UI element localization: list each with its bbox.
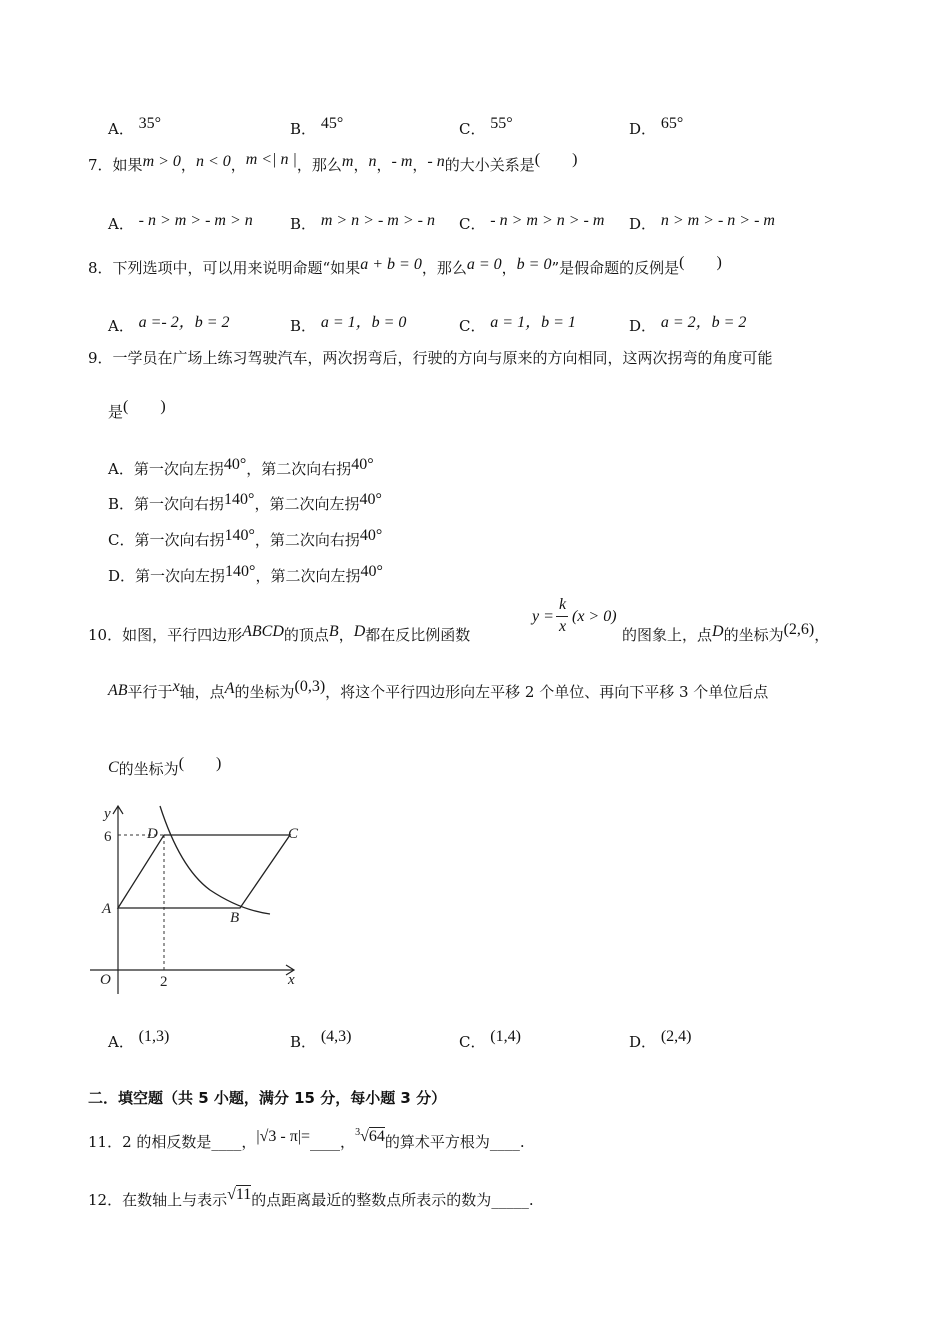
q8-option-c[interactable]: C． a = 1，b = 1 bbox=[459, 314, 576, 335]
q9-option-d[interactable]: D．第一次向左拐140°，第二次向左拐40° bbox=[108, 563, 383, 585]
cube-root: $^3$√64 bbox=[355, 1127, 385, 1145]
question-10-line1-end: 的图象上，点D的坐标为(2,6)， bbox=[622, 621, 830, 644]
y-axis-label: y bbox=[104, 806, 111, 822]
q10-option-b[interactable]: B． (4,3) bbox=[290, 1028, 352, 1051]
q10-option-c[interactable]: C． (1,4) bbox=[459, 1028, 521, 1051]
q7-option-c[interactable]: C． - n > m > n > - m bbox=[459, 212, 605, 233]
q6-option-d[interactable]: D． 65° bbox=[629, 115, 684, 138]
q10-option-a[interactable]: A． (1,3) bbox=[108, 1028, 170, 1051]
question-12: 12．在数轴上与表示√11的点距离最近的整数点所表示的数为_____. bbox=[88, 1186, 534, 1209]
q9-option-c[interactable]: C．第一次向右拐140°，第二次向右拐40° bbox=[108, 527, 383, 549]
q7-option-b[interactable]: B． m > n > - m > - n bbox=[290, 212, 435, 233]
y-tick-label: 6 bbox=[104, 829, 112, 845]
origin-label: O bbox=[100, 972, 111, 988]
q10-figure bbox=[80, 798, 310, 998]
q6-option-c[interactable]: C． 55° bbox=[459, 115, 513, 138]
q10-option-d[interactable]: D． (2,4) bbox=[629, 1028, 692, 1051]
radical-sign: √ bbox=[227, 1186, 236, 1203]
q8-option-a[interactable]: A． a =- 2，b = 2 bbox=[108, 314, 230, 335]
parallelogram-abcd bbox=[118, 835, 290, 908]
point-b-label: B bbox=[230, 910, 240, 926]
square-root: √11 bbox=[227, 1186, 252, 1203]
inverse-proportion-function: y = k x (x > 0) bbox=[532, 596, 617, 635]
q9-option-b[interactable]: B．第一次向右拐140°，第二次向左拐40° bbox=[108, 491, 382, 513]
answer-blank[interactable]: _____ bbox=[491, 1191, 529, 1209]
q9-option-a[interactable]: A．第一次向左拐40°，第二次向右拐40° bbox=[108, 456, 374, 478]
answer-paren: ( ) bbox=[123, 398, 166, 415]
question-7: 7．如果m > 0，n < 0，m <| n |，那么m，n，- m，- n的大小关系是( ) bbox=[88, 151, 578, 174]
question-10-line2: AB平行于x轴，点A的坐标为(0,3)，将这个平行四边形向左平移 2 个单位、再向下平移 3 个单位后点 bbox=[108, 678, 769, 701]
q6-option-a[interactable]: A． 35° bbox=[108, 115, 162, 138]
answer-blank[interactable]: ____ bbox=[211, 1133, 242, 1151]
q7-option-a[interactable]: A． - n > m > - m > n bbox=[108, 212, 253, 233]
point-c-label: C bbox=[288, 826, 299, 842]
q6-option-b[interactable]: B． 45° bbox=[290, 115, 344, 138]
section-heading: 二．填空题（共 5 小题，满分 15 分，每小题 3 分） bbox=[88, 1089, 447, 1107]
point-a-label: A bbox=[102, 901, 112, 917]
answer-paren: ( ) bbox=[534, 151, 578, 168]
hyperbola-curve bbox=[160, 806, 270, 914]
q8-option-b[interactable]: B． a = 1，b = 0 bbox=[290, 314, 407, 335]
question-10-line3: C的坐标为( ) bbox=[108, 755, 222, 778]
fraction-bar bbox=[556, 616, 568, 617]
question-9-line1: 9．一学员在广场上练习驾驶汽车，两次拐弯后，行驶的方向与原来的方向相同，这两次拐弯的角度可能 bbox=[88, 349, 773, 367]
question-11: 11．2 的相反数是____，|√3 - π|=____，$^3$√64的算术平方根为____. bbox=[88, 1127, 525, 1151]
answer-blank[interactable]: ____ bbox=[310, 1133, 341, 1151]
answer-paren: ( ) bbox=[178, 755, 222, 772]
answer-paren: ( ) bbox=[679, 254, 722, 271]
radical-sign: √ bbox=[360, 1128, 369, 1145]
q7-option-d[interactable]: D． n > m > - n > - m bbox=[629, 212, 775, 233]
point-d-label: D bbox=[147, 826, 158, 842]
x-axis-label: x bbox=[288, 972, 295, 988]
answer-blank[interactable]: ____ bbox=[489, 1133, 520, 1151]
x-tick-label: 2 bbox=[160, 974, 168, 990]
q8-option-d[interactable]: D． a = 2，b = 2 bbox=[629, 314, 747, 335]
question-9-line2: 是( ) bbox=[108, 398, 166, 421]
question-10-line1: 10．如图，平行四边形ABCD的顶点B，D都在反比例函数 bbox=[88, 623, 471, 644]
question-8: 8．下列选项中，可以用来说明命题“如果a + b = 0，那么a = 0，b = 0”是假命题的反例是( ) bbox=[88, 254, 722, 277]
